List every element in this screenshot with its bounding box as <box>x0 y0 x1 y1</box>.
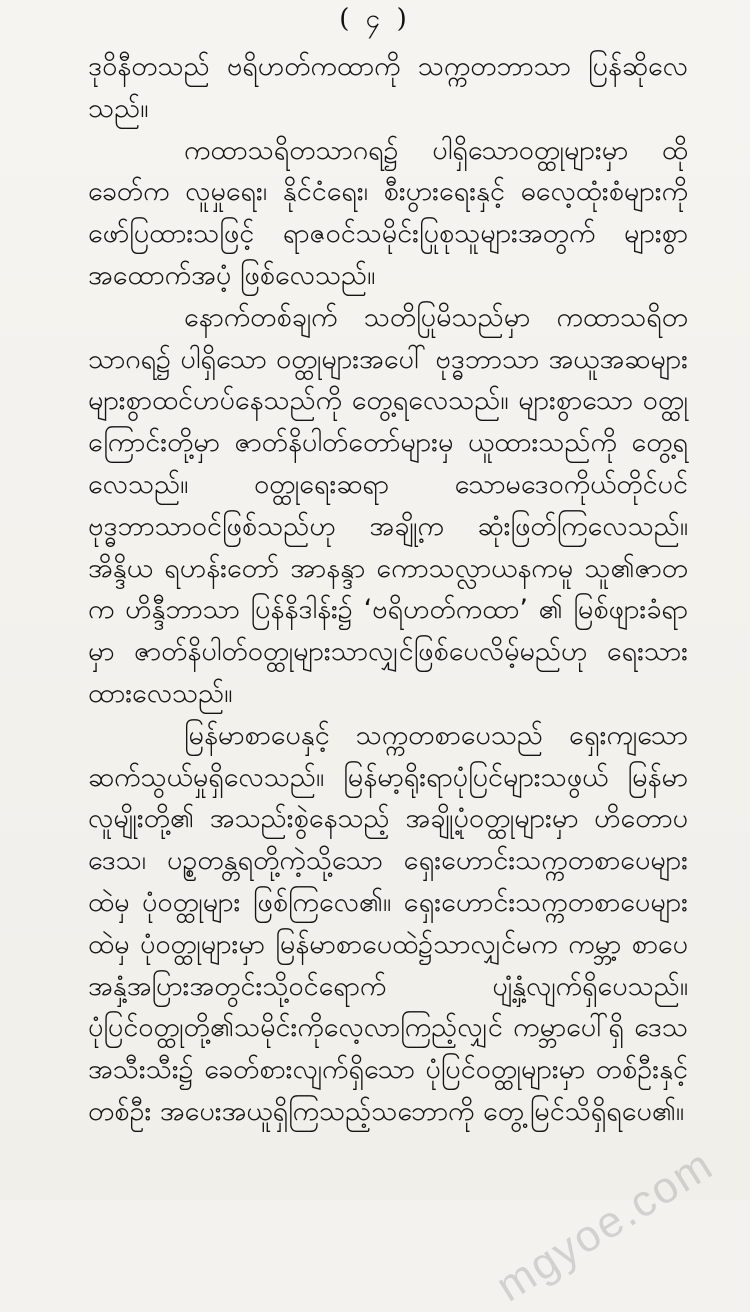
paragraph-4: မြန်မာစာပေနှင့် သက္ကတစာပေသည် ရှေးကျသောဆက်သွယ်မှုရှိလေသည်။ မြန်မာ့ရိုးရာပုံပြင်များသဖွယ် မြန်မာလူမျိုးတို့၏ အသည်းစွဲနေသည့် အချို့ပုံ၀တ္ထုများမှာ ဟိတောပဒေသ၊ ပဉ္စတန္တရတို့ကဲ့သို့သော ရှေးဟောင်းသက္ကတစာပေများထဲမှ ပုံ၀တ္ထုများ ဖြစ်ကြလေ၏။ ရှေးဟောင်းသက္ကတစာပေများထဲမှ ပုံ၀တ္ထုများမှာ မြန်မာစာပေထဲ၌သာလျှင်မက ကမ္ဘာ့ စာပေ အနှံ့အပြားအတွင်းသို့၀င်ရောက် ပျံ့နှံ့လျက်ရှိပေသည်။ ပုံပြင်၀တ္ထုတို့၏သမိုင်းကိုလေ့လာကြည့်လျှင် ကမ္ဘာပေါ်ရှိ ဒေသအသီးသီး၌ ခေတ်စားလျက်ရှိသော ပုံပြင်၀တ္ထုများမှာ တစ်ဦးနှင့်တစ်ဦး အပေးအယူရှိကြသည့်သဘောကို တွေ့မြင်သိရှိရပေ၏။ <box>88 719 688 1127</box>
paragraph-2: ကထာသရိတသာဂရ၌ ပါရှိသော၀တ္ထုများမှာ ထိုခေတ်က လူမှုရေး၊ နိုင်ငံရေး၊ စီးပွားရေးနှင့် ဓလေ့ထုံးစံများကို ဖော်ပြထားသဖြင့် ရာဇဝင်သမိုင်းပြုစုသူများအတွက် များစွာ အထောက်အပံ့ ဖြစ်လေသည်။ <box>88 134 688 291</box>
paragraph-1: ဒုဝိနီတသည် ဗရိဟတ်ကထာကို သက္ကတဘာသာ ပြန်ဆိုလေသည်။ <box>88 51 688 124</box>
paragraph-3: နောက်တစ်ချက် သတိပြုမိသည်မှာ ကထာသရိတသာဂရ၌ ပါရှိသော ၀တ္ထုများအပေါ် ဗုဒ္ဓဘာသာ အယူအဆများ များစွာထင်ဟပ်နေသည်ကို တွေ့ရလေသည်။ များစွာသော ၀တ္ထုကြောင်းတို့မှာ ဇာတ်နိပါတ်တော်များမှ ယူထားသည်ကို တွေ့ရလေသည်။ ၀တ္ထုရေးဆရာ သောမဒေ၀ကိုယ်တိုင်ပင် ဗုဒ္ဓဘာသာ၀င်ဖြစ်သည်ဟု အချို့က ဆုံးဖြတ်ကြလေသည်။ အိန္ဒိယ ရဟန်းတော် အာနန္ဒာ ကောသလ္လာယနကမူ သူ၏ဇာတက ဟိန္ဒီဘာသာ ပြန်နိဒါန်း၌ ‘ဗရိဟတ်ကထာ’ ၏ မြစ်ဖျားခံရာမှာ ဇာတ်နိပါတ်၀တ္ထုများသာလျှင်ဖြစ်ပေလိမ့်မည်ဟု ရေးသားထားလေသည်။ <box>88 301 688 709</box>
body-text <box>88 46 688 1133</box>
watermark: mgyoe.com <box>487 1139 722 1312</box>
page-number: ( ၄ ) <box>339 4 411 34</box>
